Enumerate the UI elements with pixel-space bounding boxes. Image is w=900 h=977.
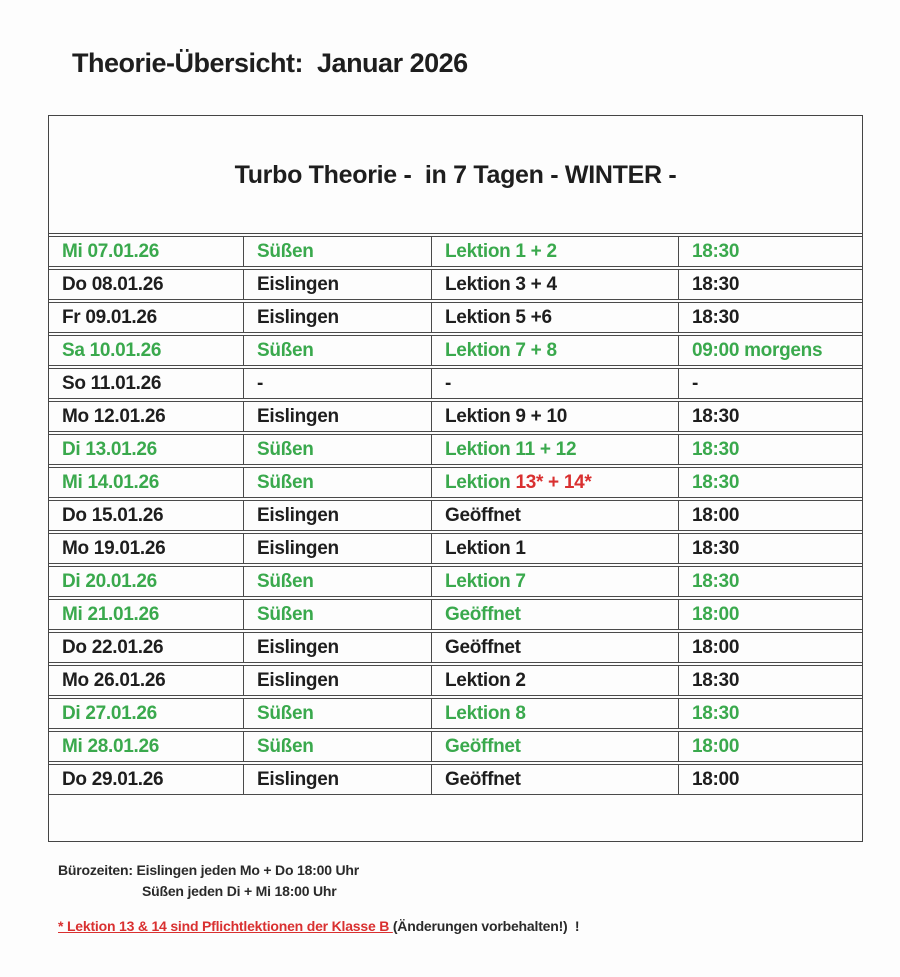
cell-location: Süßen [243,698,431,729]
cell-location: Süßen [243,335,431,366]
cell-location: Süßen [243,236,431,267]
cell-time: 18:00 [678,764,862,795]
cell-date: Mo 26.01.26 [49,665,243,696]
table-row [49,467,862,498]
cell-date: Do 29.01.26 [49,764,243,795]
table-row [49,665,862,696]
cell-time: 18:00 [678,500,862,531]
cell-date: Mi 28.01.26 [49,731,243,762]
cell-time: 18:00 [678,599,862,630]
cell-lesson [431,500,678,531]
lesson-text: Lektion 8 [445,702,526,724]
cell-time: 18:00 [678,632,862,663]
cell-date: Do 08.01.26 [49,269,243,300]
cell-lesson [431,302,678,333]
cell-time: - [678,368,862,399]
cell-date: So 11.01.26 [49,368,243,399]
cell-lesson [431,698,678,729]
cell-lesson [431,401,678,432]
footnote-rest-text: (Änderungen vorbehalten!) ! [392,918,580,934]
cell-lesson [431,467,678,498]
cell-lesson [431,566,678,597]
table-row [49,434,862,465]
cell-lesson [431,533,678,564]
cell-location: Süßen [243,467,431,498]
cell-location: Eislingen [243,632,431,663]
lesson-red-text: 13* + 14* [515,471,592,493]
cell-date: Do 15.01.26 [49,500,243,531]
cell-location: Eislingen [243,500,431,531]
lesson-text: Lektion 7 [445,570,526,592]
cell-date: Mi 14.01.26 [49,467,243,498]
table-row [49,401,862,432]
cell-lesson [431,632,678,663]
lesson-text: Geöffnet [445,603,521,625]
cell-location: Süßen [243,731,431,762]
cell-date: Sa 10.01.26 [49,335,243,366]
page-title: Theorie-Übersicht: Januar 2026 [72,48,468,78]
cell-date: Fr 09.01.26 [49,302,243,333]
lesson-text: Lektion 5 +6 [445,306,552,328]
table-row [49,599,862,630]
cell-time: 18:30 [678,665,862,696]
cell-location: Eislingen [243,533,431,564]
cell-time: 18:30 [678,566,862,597]
cell-lesson [431,599,678,630]
cell-lesson [431,665,678,696]
lesson-text: Lektion [445,471,516,493]
cell-lesson [431,269,678,300]
cell-location: Süßen [243,434,431,465]
cell-date: Mi 21.01.26 [49,599,243,630]
cell-date: Di 27.01.26 [49,698,243,729]
cell-date: Di 13.01.26 [49,434,243,465]
cell-time: 18:30 [678,269,862,300]
lesson-text: Geöffnet [445,768,521,790]
lesson-text: Lektion 3 + 4 [445,273,557,295]
table-row [49,269,862,300]
office-hours-line1: Bürozeiten: Eislingen jeden Mo + Do 18:00 Uhr [58,862,359,878]
cell-location: Süßen [243,599,431,630]
cell-time: 18:30 [678,401,862,432]
cell-lesson [431,764,678,795]
cell-location: Süßen [243,566,431,597]
footnote [58,918,579,934]
cell-date: Mo 12.01.26 [49,401,243,432]
cell-time: 18:30 [678,533,862,564]
cell-location: Eislingen [243,401,431,432]
table-row [49,236,862,267]
table-row [49,335,862,366]
cell-location: Eislingen [243,764,431,795]
lesson-text: - [445,372,452,394]
cell-lesson [431,731,678,762]
cell-location: Eislingen [243,665,431,696]
schedule-table [48,115,863,842]
cell-date: Mi 07.01.26 [49,236,243,267]
table-row [49,731,862,762]
cell-time: 18:30 [678,434,862,465]
table-row [49,632,862,663]
cell-time: 18:30 [678,698,862,729]
lesson-text: Lektion 11 + 12 [445,438,577,460]
cell-date: Do 22.01.26 [49,632,243,663]
cell-lesson [431,368,678,399]
cell-time: 18:30 [678,236,862,267]
lesson-text: Lektion 1 + 2 [445,240,557,262]
table-row [49,698,862,729]
office-hours-line2: Süßen jeden Di + Mi 18:00 Uhr [142,883,337,899]
cell-location: - [243,368,431,399]
table-row [49,368,862,399]
cell-lesson [431,335,678,366]
footnote-red-text: * Lektion 13 & 14 sind Pflichtlektionen der Klasse B [58,918,393,934]
table-row [49,764,862,795]
lesson-text: Lektion 7 + 8 [445,339,557,361]
lesson-text: Geöffnet [445,504,521,526]
lesson-text: Geöffnet [445,735,521,757]
cell-lesson [431,434,678,465]
table-row [49,566,862,597]
cell-date: Mo 19.01.26 [49,533,243,564]
cell-time: 18:00 [678,731,862,762]
cell-location: Eislingen [243,302,431,333]
lesson-text: Lektion 1 [445,537,526,559]
table-row [49,302,862,333]
cell-date: Di 20.01.26 [49,566,243,597]
cell-time: 18:30 [678,302,862,333]
cell-time: 18:30 [678,467,862,498]
lesson-text: Geöffnet [445,636,521,658]
table-row [49,500,862,531]
cell-location: Eislingen [243,269,431,300]
table-row [49,533,862,564]
lesson-text: Lektion 9 + 10 [445,405,567,427]
lesson-text: Lektion 2 [445,669,526,691]
cell-lesson [431,236,678,267]
table-title: Turbo Theorie - in 7 Tagen - WINTER - [49,118,862,234]
cell-time: 09:00 morgens [678,335,862,366]
office-hours [58,860,359,902]
